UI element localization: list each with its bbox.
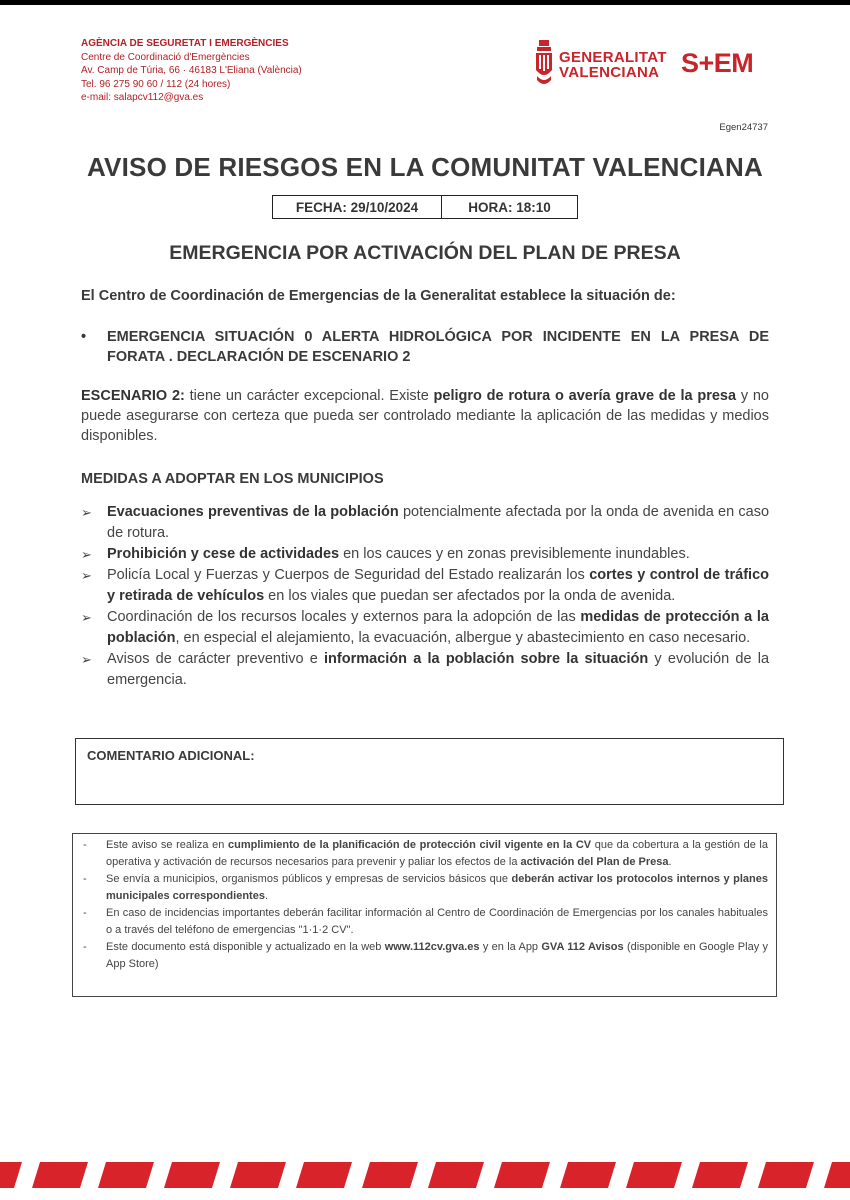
note-text: Este documento está disponible y actualizado en la web [106,941,385,953]
list-item [73,871,776,905]
document-reference: Egen24737 [719,122,768,133]
scenario-text-1: tiene un carácter excepcional. Existe [184,388,434,404]
measure-text: potencialmente afectada por la onda de avenida en caso de rotura. [107,504,770,541]
measure-text: Coordinación de los recursos locales y externos para la adopción de las [107,609,581,625]
scenario-text-2: y no puede asegurarse con certeza que pueda ser controlado mediante la aplicación de las medidas y medios disponibles. [81,388,769,444]
note-bold: www.112cv.gva.es [384,941,480,953]
gva-line-2: VALENCIANA [559,64,660,81]
note-text: Este aviso se realiza en [106,839,228,851]
note-bold: GVA 112 Avisos [541,941,624,953]
list-item [81,544,769,565]
note-text: En caso de incidencias importantes deberán facilitar información al Centro de Coordinación de Emergencias por los canales habituales o a través del teléfono de emergencias "1·1·2 CV". [106,907,768,936]
agency-header [81,37,302,105]
list-item [81,649,769,691]
measure-bold: cortes y control de tráfico y retirada de vehículos [107,567,769,604]
agency-name: AGÈNCIA DE SEGURETAT I EMERGÈNCIES [81,38,289,49]
notes-box [72,833,777,997]
measure-text: Avisos de carácter preventivo e [107,651,325,667]
page-subtitle: EMERGENCIA POR ACTIVACIÓN DEL PLAN DE PRESA [169,242,681,264]
situation-bullet [81,327,769,367]
measure-bold: medidas de protección a la población [107,609,769,646]
measure-bold: Prohibición y cese de actividades [107,546,340,562]
note-bold: activación del Plan de Presa [520,856,669,868]
warning-stripes [0,1162,850,1188]
measure-bold: información a la población sobre la situación [324,651,649,667]
note-dash: - [83,907,87,919]
additional-comment-box [75,738,784,805]
note-text: . [264,890,268,902]
agency-phone: Tel. 96 275 90 60 / 112 (24 hores) [81,78,231,90]
measure-text: en los viales que puedan ser afectados por la onda de avenida. [264,588,676,604]
scenario-paragraph [81,386,769,446]
generalitat-logo [533,40,667,90]
agency-email: e-mail: salapcv112@gva.es [81,92,204,103]
note-text: y en la App [479,941,542,953]
arrow-bullet-icon: ➢ [81,505,92,520]
note-text: . [668,856,672,868]
note-bold: cumplimiento de la planificación de protección civil vigente en la CV [228,839,592,851]
date-field: FECHA: 29/10/2024 [273,196,442,218]
measure-text: y evolución de la emergencia. [107,651,770,688]
sem-logo: S+EM [681,48,754,78]
bullet-dot-icon: • [81,329,87,345]
list-item [73,837,776,871]
page-title: AVISO DE RIESGOS EN LA COMUNITAT VALENCIANA [87,152,763,182]
time-field: HORA: 18:10 [468,199,551,215]
measure-text: en los cauces y en zonas previsiblemente inundables. [339,546,690,562]
gva-shield-icon [533,40,555,90]
date-box [272,195,578,219]
list-item [81,607,769,649]
note-dash: - [83,873,87,885]
measure-bold: Evacuaciones preventivas de la población [107,504,399,520]
arrow-bullet-icon: ➢ [81,568,92,583]
arrow-bullet-icon: ➢ [81,610,92,625]
list-item [81,565,769,607]
measures-list [81,502,769,691]
note-bold: deberán activar los protocolos internos y planes municipales correspondientes [106,873,768,902]
scenario-label: ESCENARIO 2: [81,388,185,404]
intro-text: El Centro de Coordinación de Emergencias de la Generalitat establece la situación de: [81,288,676,304]
note-text: (disponible en Google Play y App Store) [106,941,769,970]
top-border [0,0,850,5]
gva-line-1: GENERALITAT [559,49,667,66]
scenario-bold-1: peligro de rotura o avería grave de la presa [433,388,737,404]
list-item [73,939,776,973]
agency-address-1: Centre de Coordinació d'Emergències [81,51,250,63]
note-dash: - [83,839,87,851]
list-item [73,905,776,939]
situation-text: EMERGENCIA SITUACIÓN 0 ALERTA HIDROLÓGICA POR INCIDENTE EN LA PRESA DE FORATA . DECLARACIÓN DE ESCENARIO 2 [107,329,769,365]
list-item [81,502,769,544]
measure-text: Policía Local y Fuerzas y Cuerpos de Seguridad del Estado realizarán los [107,567,590,583]
note-text: que da cobertura a la gestión de la operativa y activación de recursos necesarios para prevenir y paliar los efectos de la [106,839,768,868]
arrow-bullet-icon: ➢ [81,652,92,667]
arrow-bullet-icon: ➢ [81,547,92,562]
note-text: Se envía a municipios, organismos públicos y empresas de servicios básicos que [106,873,512,885]
measure-text: , en especial el alejamiento, la evacuación, albergue y abastecimiento en caso necesario. [175,630,751,646]
comment-label: COMENTARIO ADICIONAL: [87,748,255,763]
agency-address-2: Av. Camp de Túria, 66 · 46183 L'Eliana (València) [81,65,302,76]
measures-heading: MEDIDAS A ADOPTAR EN LOS MUNICIPIOS [81,471,384,487]
note-dash: - [83,941,87,953]
